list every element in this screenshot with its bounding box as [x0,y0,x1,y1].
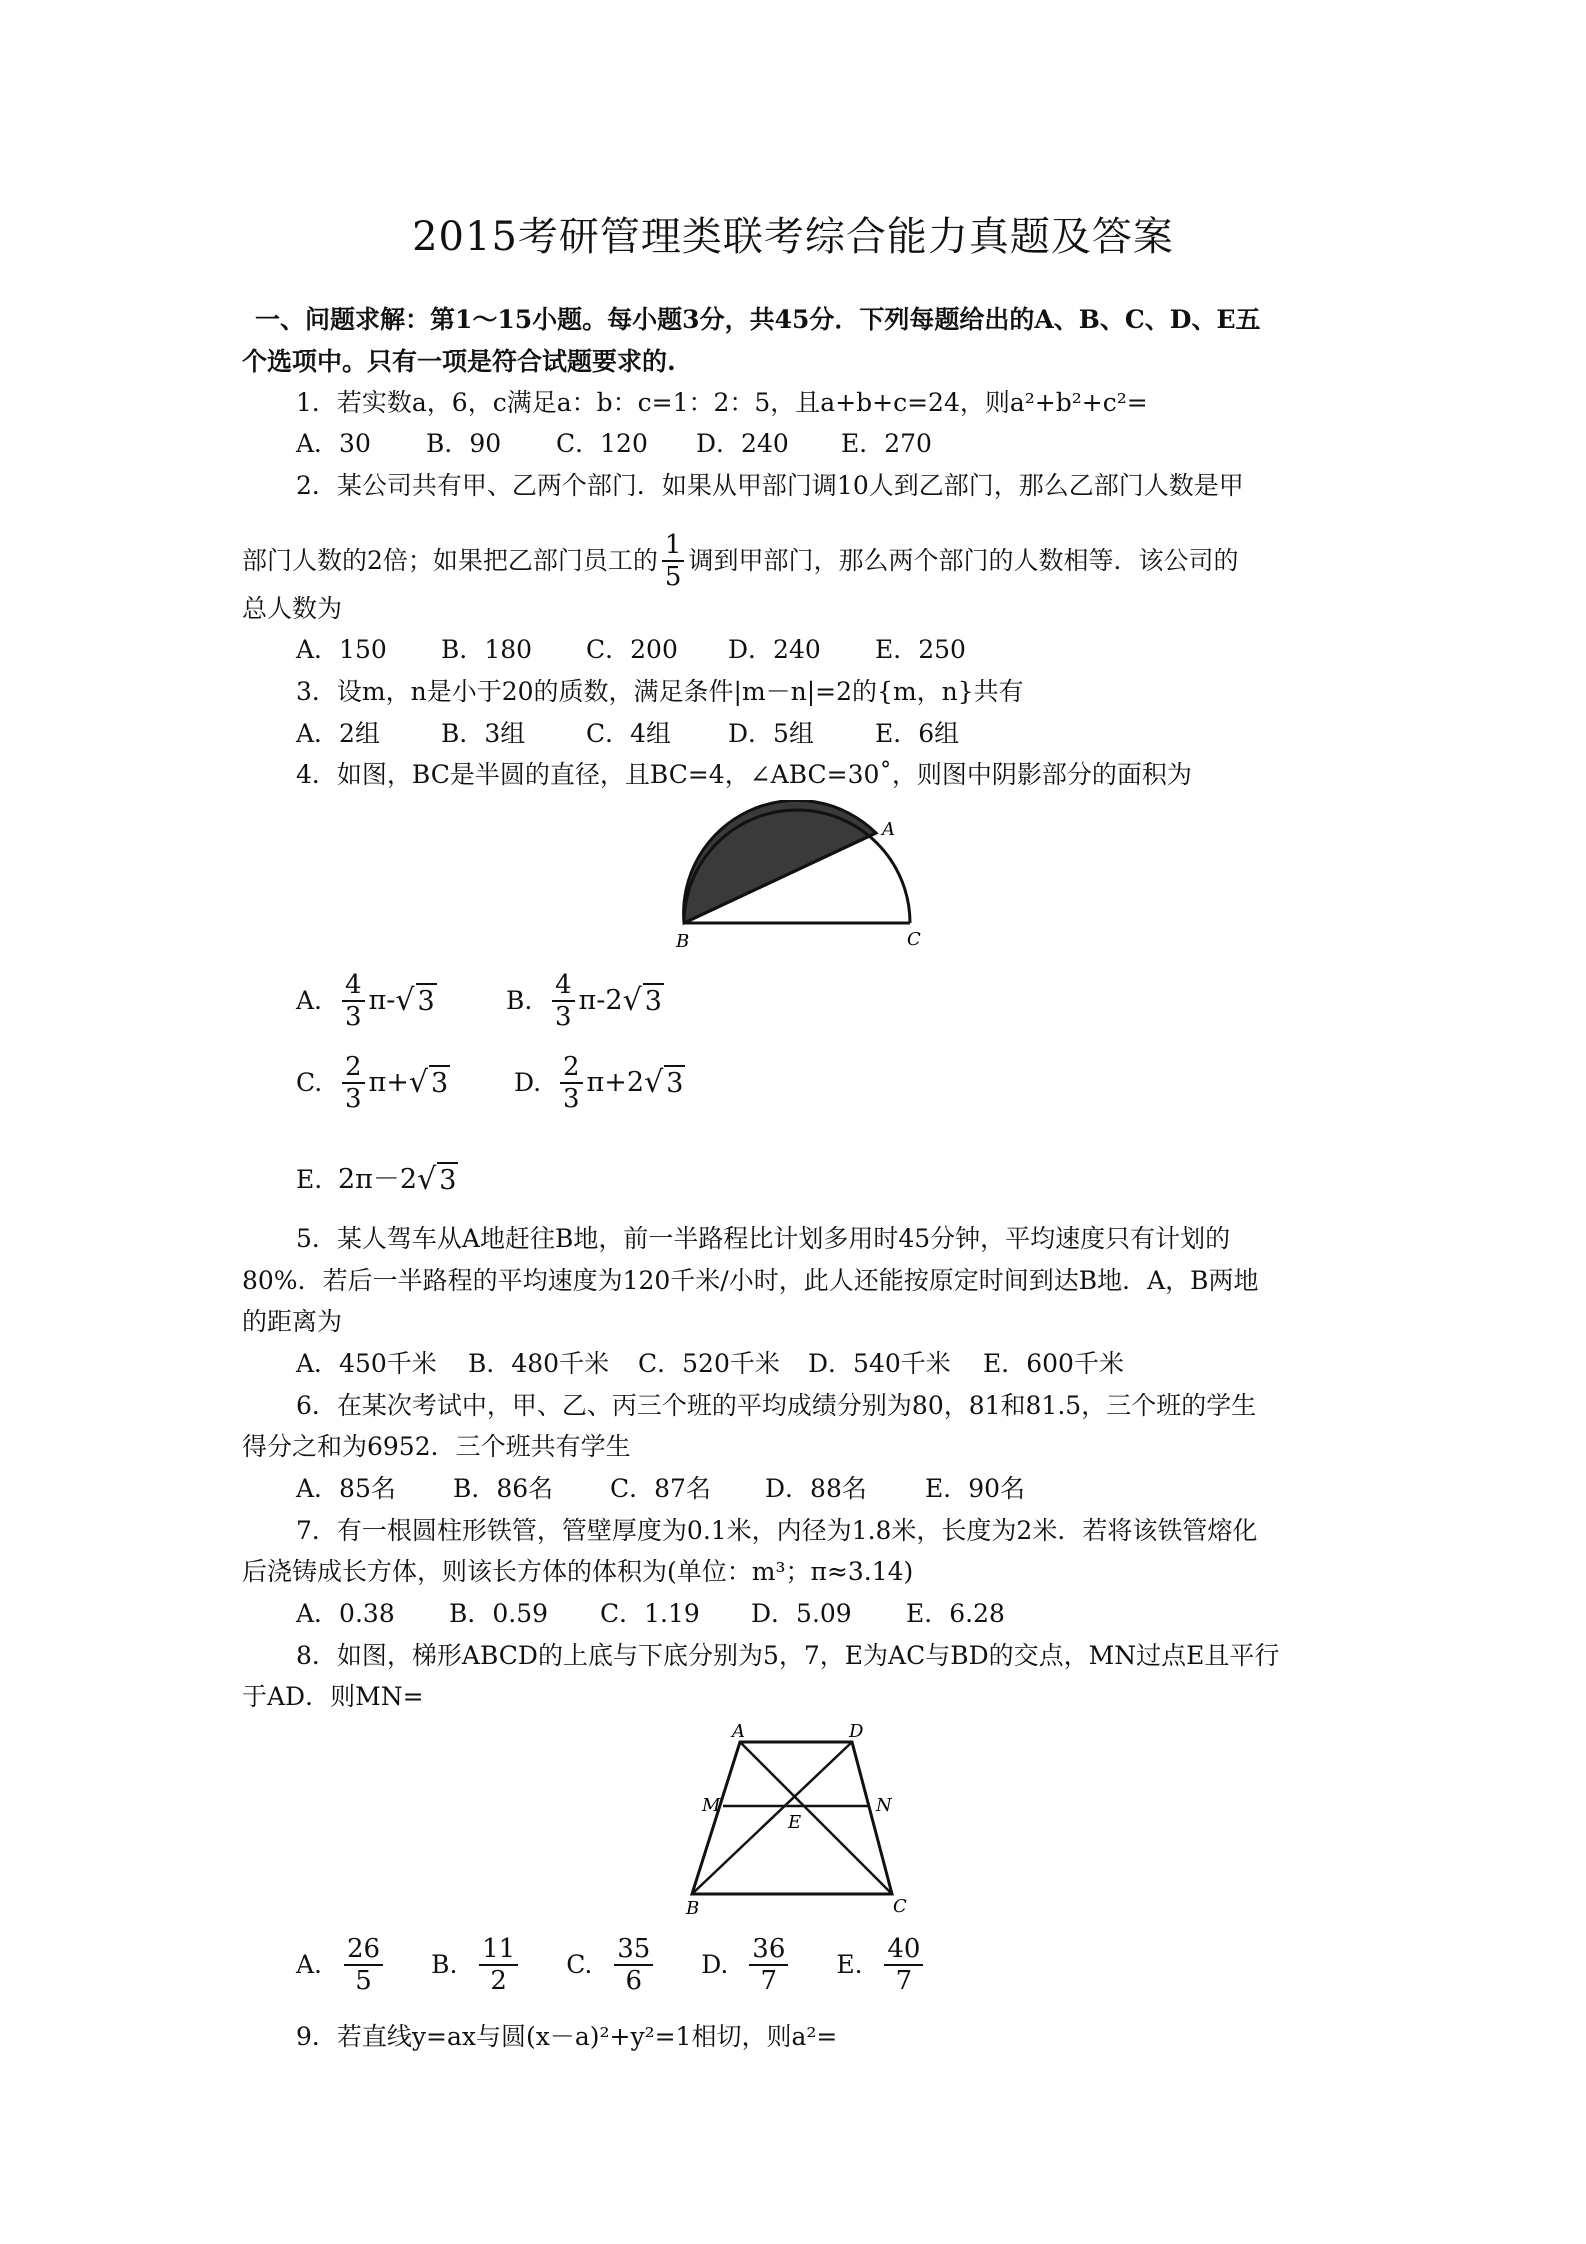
q4-opt-a-op: - [386,985,396,1016]
q7-option-c: C．1.19 [600,1599,700,1628]
q1-option-e: E．270 [841,429,932,458]
q8-line1: 8．如图，梯形ABCD的上底与下底分别为5，7，E为AC与BD的交点，MN过点E且平行 [296,1641,1280,1670]
q4-options-row2 [296,1052,685,1114]
q4-options-row3 [296,1162,458,1198]
trapezoid-figure [680,1722,940,1917]
q6-option-c: C．87名 [610,1474,711,1503]
q4-opt-a-expr: $\frac{4}{3}$ π - √ 3 [338,970,506,1032]
q2-frac-num: 1 [662,530,685,562]
q4-opt-d-op: + [604,1067,627,1098]
q2-options [296,633,966,667]
q8-opt-c-den: 6 [625,1966,642,1996]
q8-opt-e-den: 7 [895,1966,913,1996]
q4-opt-c-pi: π [368,1067,387,1098]
q4-opt-e-label: E. [296,1165,323,1194]
q4-opt-e-text: 2π－2 [338,1164,418,1195]
q3-option-e: E．6组 [875,719,960,748]
q4-opt-b-coef: 2 [605,985,623,1016]
q3-option-c: C．4组 [586,719,672,748]
q5-option-e: E．600千米 [983,1349,1124,1378]
q3-options [296,717,959,751]
page-title: 2015考研管理类联考综合能力真题及答案 [412,214,1174,260]
q4-opt-e-rad: 3 [437,1162,458,1198]
q2-line2 [242,530,1238,592]
q1-stem: 1．若实数a，6，c满足a：b：c=1：2：5，且a+b+c=24，则a²+b²+c²= [296,388,1148,417]
diagonal-ac [740,1742,892,1894]
q8-opt-a-frac [344,1934,383,1996]
q2-frac-den: 5 [664,562,682,592]
q7-line1: 7．有一根圆柱形铁管，管壁厚度为0.1米，内径为1.8米，长度为2米．若将该铁管熔化 [296,1516,1258,1545]
q4-opt-d-expr: $\frac{2}{3}$ π + 2 √ 3 [556,1052,685,1114]
q4-opt-d-den: 3 [563,1084,580,1114]
q8-opt-d-den: 7 [760,1966,778,1996]
q8-opt-b-num: 11 [479,1934,518,1966]
q7-option-b: B．0.59 [449,1599,549,1628]
q1-option-a: A．30 [296,429,371,458]
q5-line1: 5．某人驾车从A地赶往B地，前一半路程比计划多用时45分钟，平均速度只有计划的 [296,1224,1231,1253]
q5-option-a: A．450千米 [296,1349,437,1378]
q4-opt-c-op: + [386,1067,409,1098]
q2-line3: 总人数为 [242,594,343,623]
q3-option-a: A．2组 [296,719,380,748]
q5-line2: 80%．若后一半路程的平均速度为120千米/小时，此人还能按原定时间到达B地．A，B两地 [242,1266,1259,1295]
q8-opt-d-num: 36 [749,1934,788,1966]
q4-options-row1 [296,970,664,1032]
q2-option-c: C．200 [586,635,678,664]
q1-option-b: B．90 [426,429,502,458]
q6-options [296,1472,1025,1506]
q4-opt-c-rad: 3 [429,1065,450,1101]
q4-opt-a-den: 3 [345,1002,362,1032]
label-n: N [876,1795,892,1816]
q8-opt-c-num: 35 [614,1934,653,1966]
q8-options [296,1934,927,1996]
q4-stem: 4．如图，BC是半圆的直径，且BC=4，∠ABC=30˚，则图中阴影部分的面积为 [296,760,1192,789]
shaded-region [684,800,876,923]
section-heading-line1: 一、问题求解：第1～15小题。每小题3分，共45分．下列每题给出的A、B、C、D、E五 [255,305,1261,334]
q4-opt-d-pi: π [586,1067,605,1098]
q7-options [296,1597,1005,1631]
q4-opt-b-expr: $\frac{4}{3}$ π - 2 √ 3 [548,970,664,1032]
label-e: E [788,1812,802,1833]
q9-stem: 9．若直线y=ax与圆(x－a)²+y²=1相切，则a²= [296,2022,838,2051]
q2-option-d: D．240 [728,635,821,664]
q5-option-d: D．540千米 [808,1349,951,1378]
q5-option-b: B．480千米 [468,1349,610,1378]
q1-option-d: D．240 [696,429,789,458]
q2-option-a: A．150 [296,635,387,664]
q7-line2: 后浇铸成长方体，则该长方体的体积为(单位：m³；π≈3.14) [242,1557,914,1586]
q8-opt-b-label: B. [431,1950,458,1979]
label-b: B [686,1898,700,1917]
q6-line2: 得分之和为6952．三个班共有学生 [242,1432,631,1461]
q8-opt-a-num: 26 [344,1934,383,1966]
q4-opt-d-coef: 2 [626,1067,645,1098]
q1-option-c: C．120 [556,429,648,458]
q4-opt-a-label: A. [296,986,323,1015]
q8-opt-c-label: C. [566,1950,593,1979]
q3-option-b: B．3组 [441,719,526,748]
q4-opt-c-expr: $\frac{2}{3}$ π + √ 3 [338,1052,514,1114]
section-heading-line2: 个选项中。只有一项是符合试题要求的. [242,347,676,376]
q4-opt-c-label: C. [296,1068,323,1097]
q4-opt-d-num: 2 [560,1052,583,1084]
label-b: B [676,931,690,950]
q4-opt-d-rad: 3 [664,1065,685,1101]
label-d: D [849,1722,864,1742]
q4-opt-a-pi: π [368,985,387,1016]
q4-opt-e-expr: 2π－2 √ 3 [338,1162,457,1197]
q2-line2-post: 调到甲部门，那么两个部门的人数相等．该公司的 [688,546,1239,575]
label-c: C [893,1896,907,1917]
q6-option-a: A．85名 [296,1474,396,1503]
q6-option-b: B．86名 [453,1474,554,1503]
q4-opt-a-rad: 3 [416,983,437,1019]
q4-opt-c-den: 3 [345,1084,362,1114]
label-a: A [882,819,895,840]
q8-opt-d-frac [749,1934,788,1996]
semicircle-figure [672,800,932,950]
q3-option-d: D．5组 [728,719,814,748]
q5-option-c: C．520千米 [638,1349,780,1378]
q4-opt-b-pi: π [578,985,597,1016]
q4-opt-b-op: - [596,985,606,1016]
q8-opt-a-den: 5 [355,1966,372,1996]
q6-line1: 6．在某次考试中，甲、乙、丙三个班的平均成绩分别为80，81和81.5，三个班的学生 [296,1391,1257,1420]
q5-options [296,1347,1124,1381]
q1-options [296,427,932,461]
q6-option-d: D．88名 [765,1474,867,1503]
q8-opt-e-num: 40 [884,1934,923,1966]
q2-option-e: E．250 [875,635,966,664]
q5-line3: 的距离为 [242,1307,343,1336]
q4-opt-b-label: B. [506,986,533,1015]
q2-line2-pre: 部门人数的2倍；如果把乙部门员工的 [242,546,658,575]
q7-option-e: E．6.28 [906,1599,1005,1628]
q7-option-d: D．5.09 [751,1599,852,1628]
q4-opt-a-num: 4 [342,970,365,1002]
q4-opt-b-rad: 3 [643,983,664,1019]
q2-line1: 2．某公司共有甲、乙两个部门．如果从甲部门调10人到乙部门，那么乙部门人数是甲 [296,471,1244,500]
q3-stem: 3．设m，n是小于20的质数，满足条件|m－n|=2的{m，n}共有 [296,677,1024,706]
q8-opt-d-label: D. [701,1950,729,1979]
label-a: A [732,1722,745,1742]
q4-opt-b-den: 3 [555,1002,572,1032]
label-m: M [702,1795,721,1816]
q7-option-a: A．0.38 [296,1599,395,1628]
q4-opt-b-num: 4 [552,970,575,1002]
q2-fraction [662,530,685,592]
q4-opt-c-num: 2 [342,1052,365,1084]
q6-option-e: E．90名 [925,1474,1026,1503]
q8-line2: 于AD．则MN= [242,1682,424,1711]
q8-opt-e-label: E. [836,1950,863,1979]
q8-opt-a-label: A. [296,1950,323,1979]
q8-opt-c-frac [614,1934,653,1996]
q4-opt-d-label: D. [514,1068,542,1097]
q8-opt-e-frac [884,1934,923,1996]
q2-option-b: B．180 [441,635,533,664]
q8-opt-b-frac [479,1934,518,1996]
label-c: C [907,929,921,950]
q8-opt-b-den: 2 [490,1966,507,1996]
